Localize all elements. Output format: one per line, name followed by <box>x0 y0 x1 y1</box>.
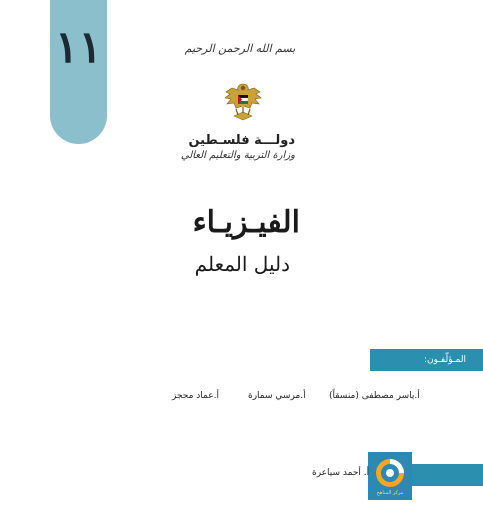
palestine-eagle-emblem-icon <box>224 82 262 124</box>
book-subtitle: دليل المعلم <box>194 252 290 276</box>
curriculum-center-logo-icon <box>374 457 406 489</box>
author-name: أ.عماد محجز <box>172 391 219 401</box>
authors-header-bar <box>370 349 483 371</box>
state-name: دولـــة فلسـطين <box>188 133 295 148</box>
curriculum-center-logo <box>368 452 412 500</box>
author-name: أ.مرسي سمارة <box>248 391 306 401</box>
reviewer-bar <box>410 464 483 486</box>
book-title: الفيـزيـاء <box>192 205 300 240</box>
reviewer-name: أ. أحمد سياعرة <box>312 468 370 478</box>
basmala-calligraphy: بسم الله الرحمن الرحيم <box>184 42 296 55</box>
grade-number: ١١ <box>54 22 103 73</box>
authors-label: المـؤلّفـون: <box>424 355 466 365</box>
ministry-name: وزارة التربية والتعليم العالي <box>180 150 295 161</box>
author-name: أ.ياسر مصطفى (منسقاً) <box>329 391 420 401</box>
logo-caption: مركز المناهج <box>376 490 404 496</box>
grade-tab <box>50 0 107 144</box>
